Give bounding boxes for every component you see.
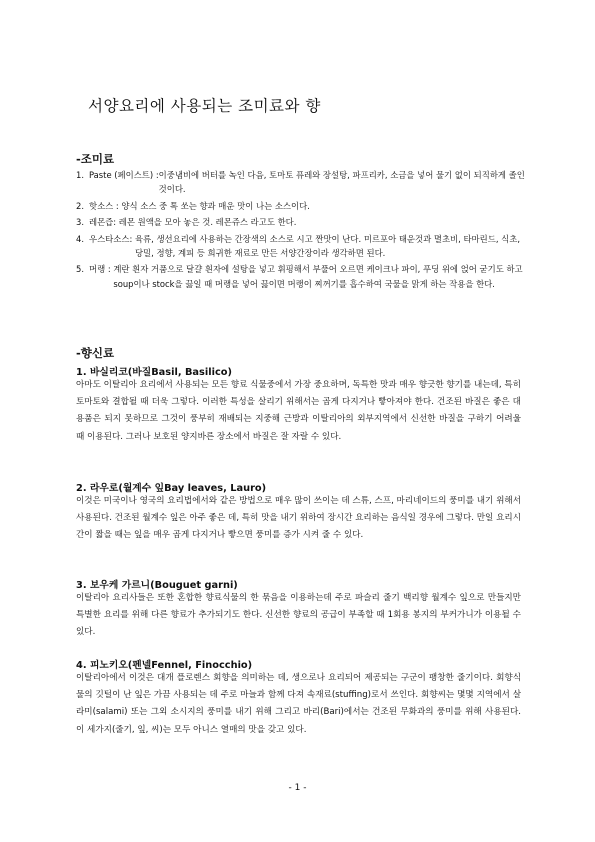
list-item-number: 2. bbox=[76, 200, 84, 211]
page-number: - 1 - bbox=[288, 783, 307, 793]
list-item-term: 우스타소스: bbox=[89, 233, 135, 244]
list-item-term: 핫소스 : bbox=[89, 200, 122, 211]
list-item-number: 5. bbox=[76, 264, 84, 275]
list-item-description: 이중냄비에 버터를 녹인 다음, 토마토 퓨레와 장설탕, 파프리카, 소금을 넣어 물기 없이 되직하게 졸인 것이다. bbox=[158, 170, 525, 195]
list-item bbox=[76, 232, 526, 261]
list-item bbox=[76, 262, 526, 291]
list-item-number: 3. bbox=[76, 217, 84, 228]
herb-heading: 4. 피노키오(펜넬Fennel, Finocchio) bbox=[76, 660, 253, 671]
list-item-number: 4. bbox=[76, 233, 84, 244]
list-item-description: 계란 흰자 거품으로 달걀 흰자에 설탕을 넣고 휘핑해서 부풀어 오르면 케이크나 파이, 푸딩 위에 얹어 굳기도 하고 soup이나 stock을 끓일 때 머랭을 넣어 끓이면 머랭이 찌꺼기를 흡수하여 국물을 맑게 하는 작용을 한다. bbox=[113, 264, 523, 289]
herb-heading: 2. 라우로(월계수 잎Bay leaves, Lauro) bbox=[76, 483, 267, 494]
section-heading-herbs: -향신료 bbox=[76, 346, 115, 360]
section-heading-seasoning: -조미료 bbox=[76, 152, 115, 166]
herb-paragraph: 이것은 미국이나 영국의 요리법에서와 같은 방법으로 매우 많이 쓰이는 데 스튜, 스프, 마리네이드의 풍미를 내기 위해서 사용된다. 건조된 월계수 잎은 아주 좋은 데, 특히 맛을 내기 위하여 장시간 요리하는 음식일 경우에 그렇다. 만일 요리시간이 짧을 때는 잎을 매우 곱게 다지거나 빻으면 풍미를 증가 시켜 줄 수 있다. bbox=[76, 496, 521, 541]
list-item bbox=[76, 215, 526, 229]
sauce-list bbox=[76, 168, 526, 293]
herb-heading: 3. 보우케 가르니(Bouguet garni) bbox=[76, 580, 238, 591]
list-item bbox=[76, 199, 526, 213]
list-item-description: 레몬 원액을 모아 놓은 것. 레몬쥬스 라고도 한다. bbox=[118, 217, 297, 228]
list-item-number: 1. bbox=[76, 170, 84, 180]
list-item-term: 레몬즙: bbox=[89, 217, 119, 228]
herb-paragraph: 이탈리아에서 이것은 대개 플로렌스 회향을 의미하는 데, 생으로나 요리되어 제공되는 구군이 팽창한 줄기이다. 회향식물의 깃털이 난 잎은 가끔 사용되는 데 주로 마늘과 함께 다져 속재료(stuffing)로서 쓰인다. 회향씨는 몇몇 지역에서 살라미(salami) 또는 그외 소시지의 풍미를 내기 위해 그리고 바리(Bari)에서는 건조된 무화과의 풍미를 위해 사용된다. 이 세가지(줄기, 잎, 씨)는 모두 아니스 열매의 맛을 갖고 있다. bbox=[76, 673, 521, 735]
herb-heading: 1. 바실리코(바질Basil, Basilico) bbox=[76, 367, 232, 378]
page-title: 서양요리에 사용되는 조미료와 향 bbox=[88, 97, 321, 115]
list-item-description: 육류, 생선요리에 사용하는 간장색의 소스로 시고 짠맛이 난다. 미르포아 태운것과 멸초비, 타마린드, 식초, 당밀, 정향, 계피 등 희귀한 재료로 만든 서양간장이라 생각하면 된다. bbox=[134, 233, 520, 259]
list-item-term: Paste (페이스트) : bbox=[89, 170, 159, 180]
herb-paragraph: 아마도 이탈리아 요리에서 사용되는 모든 향료 식물중에서 가장 중요하며, 독특한 맛과 매우 향긋한 향기를 내는데, 특히 토마토와 결합될 때 더욱 그렇다. 이러한 특성을 살리기 위해서는 곱게 다지거나 빻아져야 한다. 건조된 바질은 좋은 대용품은 되지 못하므로 그것이 풍부히 재배되는 지중해 근방과 이탈리아의 외부지역에서 신선한 바질을 구하기 어려울 때 이용된다. 그러나 보호된 양지바른 장소에서 바질은 잘 자랄 수 있다. bbox=[76, 380, 521, 442]
list-item bbox=[76, 168, 526, 197]
herb-paragraph: 이탈리아 요리사들은 또한 혼합한 향료식물의 한 묶음을 이용하는데 주로 파슬리 줄기 백리향 월계수 잎으로 만들지만 특별한 요리를 위해 다른 향료가 추가되기도 한다. 신선한 향료의 공급이 부족할 때 1회용 봉지의 부커가니가 이용될 수 있다. bbox=[76, 593, 521, 638]
list-item-description: 양식 소스 중 톡 쏘는 향과 매운 맛이 나는 소스이다. bbox=[121, 200, 310, 211]
list-item-term: 머랭 : bbox=[89, 264, 114, 275]
